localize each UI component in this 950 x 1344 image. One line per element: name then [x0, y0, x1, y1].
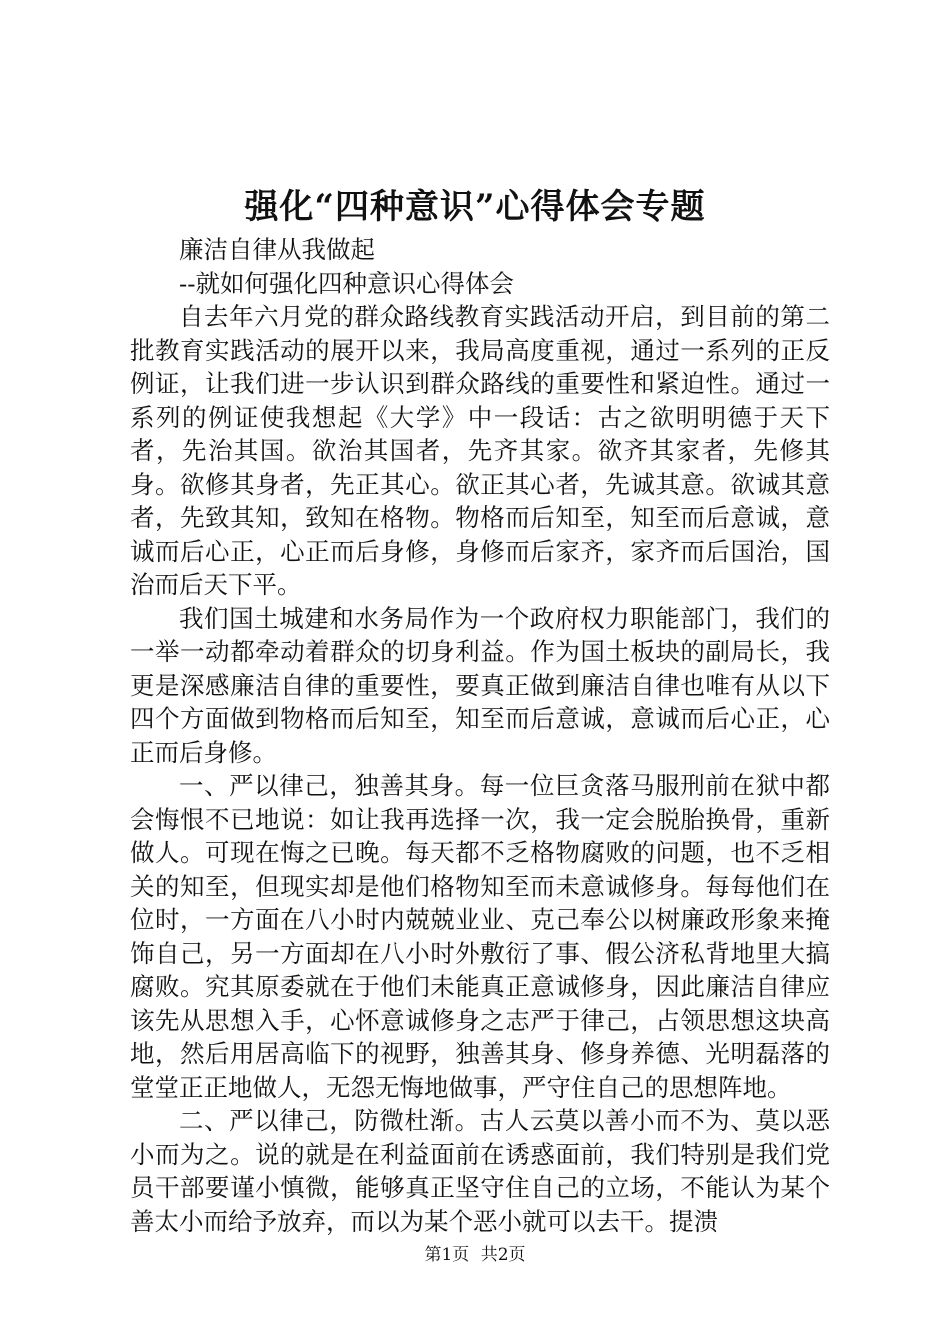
document-body — [130, 233, 830, 1238]
page-footer — [0, 1243, 950, 1267]
paragraph: 一、严以律己，独善其身。每一位巨贪落马服刑前在狱中都会悔恨不已地说：如让我再选择一次，我一定会脱胎换骨，重新做人。可现在悔之已晚。每天都不乏格物腐败的问题，也不乏相关的知至，但现实却是他们格物知至而未意诚修身。每每他们在位时，一方面在八小时内兢兢业业、克己奉公以树廉政形象来掩饰自己，另一方面却在八小时外敷衍了事、假公济私背地里大搞腐败。究其原委就在于他们未能真正意诚修身，因此廉洁自律应该先从思想入手，心怀意诚修身之志严于律己，占领思想这块高地，然后用居高临下的视野，独善其身、修身养德、光明磊落的堂堂正正地做人，无怨无悔地做事，严守住自己的思想阵地。 — [130, 771, 830, 1102]
paragraph: 我们国土城建和水务局作为一个政府权力职能部门，我们的一举一动都牵动着群众的切身利益。作为国土板块的副局长，我更是深感廉洁自律的重要性，要真正做到廉洁自律也唯有从以下四个方面做到物格而后知至，知至而后意诚，意诚而后心正，心正而后身修。 — [130, 603, 830, 767]
paragraph: 二、严以律己，防微杜渐。古人云莫以善小而不为、莫以恶小而为之。说的就是在利益面前在诱惑面前，我们特别是我们党员干部要谨小慎微，能够真正坚守住自己的立场，不能认为某个善太小而给予放弃，而以为某个恶小就可以去干。提溃 — [130, 1106, 830, 1236]
subtitle: 廉洁自律从我做起 — [179, 235, 375, 264]
paragraph: 自去年六月党的群众路线教育实践活动开启，到目前的第二批教育实践活动的展开以来，我局高度重视，通过一系列的正反例证，让我们进一步认识到群众路线的重要性和紧迫性。通过一系列的例证使我想起《大学》中一段话：古之欲明明德于天下者，先治其国。欲治其国者，先齐其家。欲齐其家者，先修其身。欲修其身者，先正其心。欲正其心者，先诚其意。欲诚其意者，先致其知，致知在格物。物格而后知至，知至而后意诚，意诚而后心正，心正而后身修，身修而后家齐，家齐而后国治，国治而后天下平。 — [130, 302, 830, 599]
document-title: 强化“四种意识”心得体会专题 — [244, 187, 706, 227]
page-total: 共2页 — [480, 1245, 526, 1265]
subtitle-secondary: --就如何强化四种意识心得体会 — [179, 268, 515, 298]
page-number: 第1页 — [424, 1245, 470, 1265]
